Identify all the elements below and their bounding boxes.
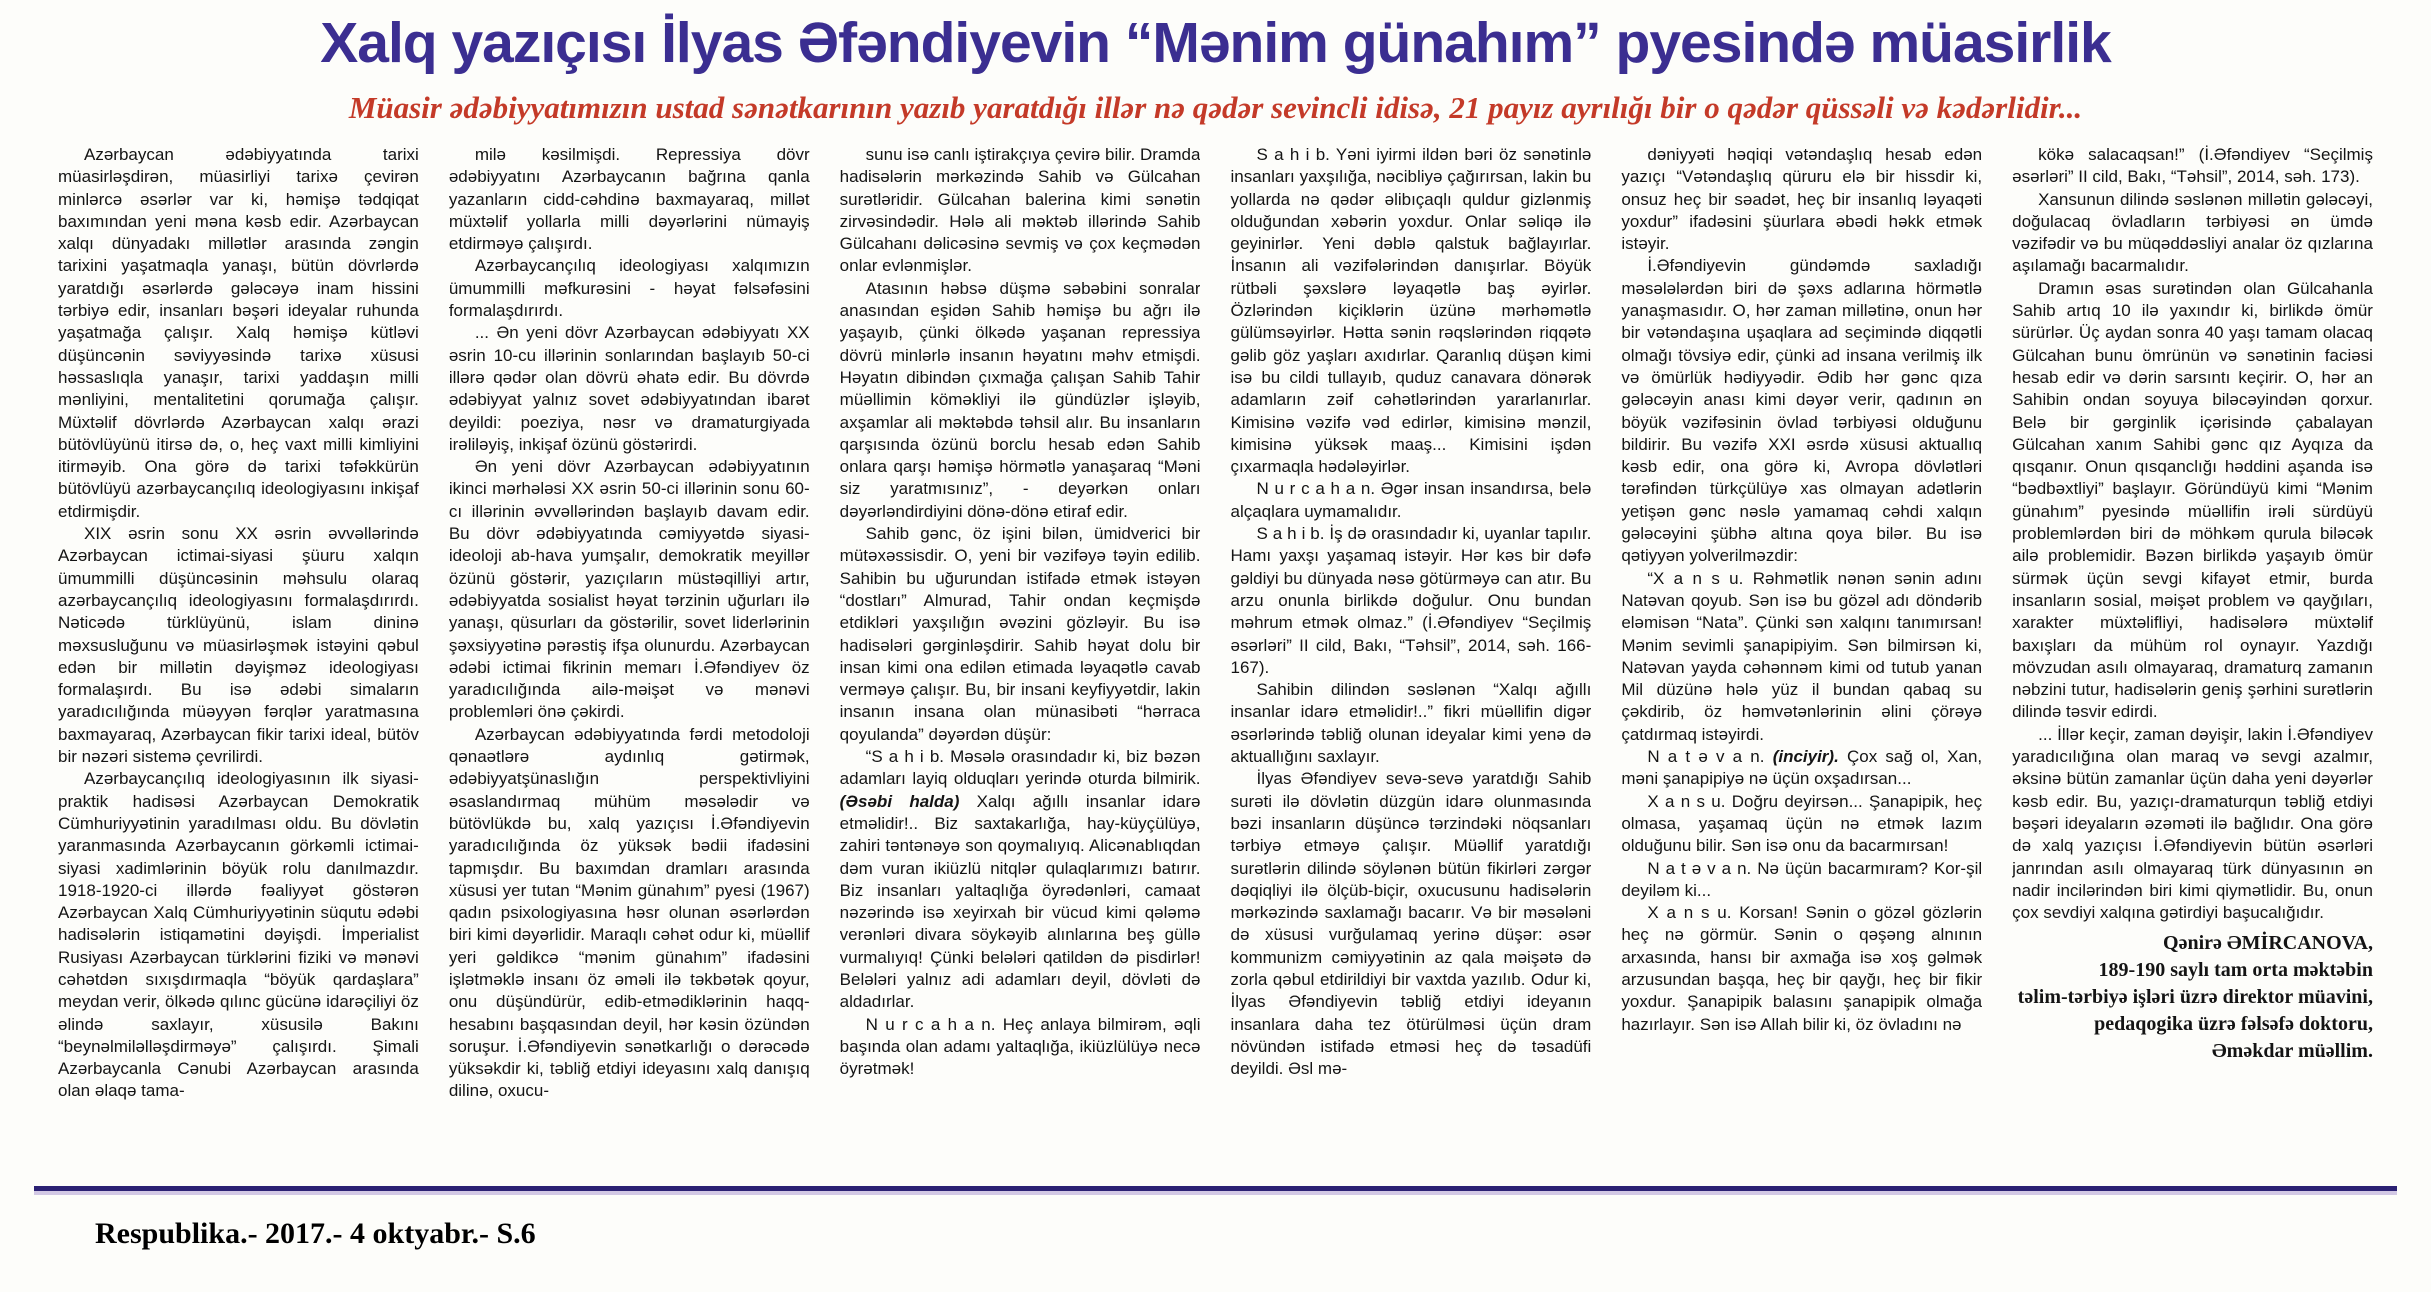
paragraph: ... İllər keçir, zaman dəyişir, lakin İ.Əfəndiyev yaradıcılığına olan maraq və sevgi azalmır, əksinə bütün zamanlar üçün daha yeni dəyərlər kəsb edir. Bu, yazıçı-dramaturqun təbliğ etdiyi bəşəri ideyaların əzəməti ilə bağlıdır. Ona görə də xalq yazıçısı İ.Əfəndiyevin bütün əsərləri janrından asılı olmayaraq türk dünyasının ən nadir incilərindən biri kimi qiymətlidir. Bu, onun çox sevdiyi xalqına gətirdiyi başucalığıdır. [2012, 724, 2373, 923]
article-column-3 [840, 144, 1201, 1176]
paragraph: Sahibin dilindən səslənən “Xalqı ağıllı insanlar idarə etməlidir!..” fikri müəllifin digər əsərlərində təbliğ olunan ideyalar kimi yenə də aktuallığını saxlayır. [1230, 680, 1592, 767]
paragraph: Ən yeni dövr Azərbaycan ədəbiyyatının ikinci mərhələsi XX əsrin 50-ci illərinin sonu 60-cı illərinin əvvəllərindən başlayıb davam edir. Bu dövr ədəbiyyatında cəmiyyətdə siyasi-ideoloji ab-hava yumşalır, demokratik meyillər özünü göstərir, yazıçıların müstəqilliyi artır, ədəbiyyatda sosialist həyat tərzinin uğurları ilə yanaşı, qüsurları da göstərilir, sovet liderlərinin şəxsiyyətinə pərəstiş ifşa olunurdu. Azərbaycan ədəbi ictimai fikrinin memarı İ.Əfəndiyev öz yaradıcılığında ailə-məişət və mənəvi problemləri önə çəkirdi. [448, 457, 810, 722]
paragraph: Atasının həbsə düşmə səbəbini sonralar anasından eşidən Sahib həmişə bu ağrı ilə yaşayıb, çünki ölkədə yaşanan repressiya dövrü minlərlə insanın həyatını məhv etmişdi. Həyatın dibindən çıxmağa çalışan Sahib Tahir müəllimin köməkliyi ilə gündüzlər işləyib, axşamlar ali məktəbdə təhsil alır. Bu insanların qarşısında özünü borclu hesab edən Sahib onlara qarşı həmişə hörmətlə yanaşaraq “Məni siz yaratmısınız”, - deyərkən onları dəyərləndirdiyini dönə-dönə etiraf edir. [839, 278, 1201, 521]
paragraph: S a h i b. İş də orasındadır ki, uyanlar tapılır. Hamı yaxşı yaşamaq istəyir. Hər kəs bir dəfə gəldiyi bu dünyada nəsə götürməyə can atır. Bu arzu onunla birlikdə doğulur. Onu bundan məhrum etmək olmaz.” (İ.Əfəndiyev “Seçilmiş əsərləri” II cild, Bakı, “Təhsil”, 2014, səh. 166-167). [1230, 524, 1592, 677]
paragraph: Azərbaycançılıq ideologiyası xalqımızın ümummilli məfkurəsini - həyat fəlsəfəsini formalaşdırırdı. [448, 256, 810, 321]
paragraph: Azərbaycan ədəbiyyatında fərdi metodoloji qənaətlərə aydınlıq gətirmək, ədəbiyyatşünaslığın perspektivliyini əsaslandırmaq mühüm məsələdir və bütövlükdə bu, xalq yazıçısı İ.Əfəndiyevin yaradıcılığında öz yüksək bədii ifadəsini tapmışdır. Bu baxımdan dramları arasında xüsusi yer tutan “Mənim günahım” pyesi (1967) qadın psixologiyasına həsr olunan əsərlərdən biri kimi dəyərlidir. Maraqlı cəhət odur ki, müəllif yeri gəldikcə “mənim günahım” ifadəsini işlətməklə insanı öz əməli ilə təkbətək qoyur, onu düşündürür, edib-etmədiklərinin haqq-hesabını başqasından deyil, hər kəsin özündən soruşur. İ.Əfəndiyevin sənətkarlığı o dərəcədə yüksəkdir ki, təbliğ etdiyi ideyasını xalq danışıq dilinə, oxucu- [448, 724, 810, 1101]
article-column-1 [58, 144, 419, 1176]
paragraph: dəniyyəti həqiqi vətəndaşlıq hesab edən yazıçı “Vətəndaşlıq qüruru elə bir hissdir ki, onsuz heç bir səadət, heç bir insanlıq ləyaqəti yoxdur” ifadəsini şüurlara əbədi həkk etmək istəyir. [1621, 145, 1983, 254]
paragraph: “S a h i b. Məsələ orasındadır ki, biz bəzən adamları layiq olduqları yerində oturda bilmirik. (Əsəbi halda) Xalqı ağıllı insanlar idarə etməlidir!.. Biz saxtakarlığa, hay-küyçülüyə, zahiri təntənəyə son qoymalıyıq. Alicənablıqdan dəm vuran ikiüzlü nitqlər qulaqlarımızı batırır. Biz insanları yaltaqlığa öyrədənləri, camaat nəzərində isə xeyirxah bir vücud kimi qələmə verənləri divara söykəyib alınlarına beş güllə vurmalıyıq! Çünki belələri qatildən də pisdirlər! Belələri yalnız adi adamları deyil, dövləti də aldadırlar. [839, 747, 1201, 1012]
page-title: Xalq yazıçısı İlyas Əfəndiyevin “Mənim günahım” pyesində müasirlik [320, 11, 2111, 75]
paragraph: Azərbaycançılıq ideologiyasının ilk siyasi-praktik hadisəsi Azərbaycan Demokratik Cümhuriyyətinin yaradılması oldu. Bu dövlətin yaranmasında Azərbaycanın görkəmli ictimai-siyasi xadimlərinin böyük rolu danılmazdır. 1918-1920-ci illərdə fəaliyyət göstərən Azərbaycan Xalq Cümhuriyyətinin süqutu ədəbi hadisələrin istiqamətini dəyişdi. İmperialist Rusiyası Azərbaycan türklərini fiziki və mənəvi cəhətdən sıxışdırmaqla “böyük qardaşlara” meydan verir, ölkədə qılınc gücünə idarəçiliyi öz əlində saxlayır, xüsusilə Bakını “beynəlmiləlləşdirməyə” çalışırdı. Şimali Azərbaycanla Cənubi Azərbaycan arasında olan əlaqə tama- [58, 769, 419, 1101]
paragraph: İ.Əfəndiyevin gündəmdə saxladığı məsələlərdən biri də şəxs adlarına hörmətlə yanaşmasıdır. O, hər zaman millətinə, onun hər bir vətəndaşına uşaqlara ad seçimində diqqətli olmağı tövsiyə edir, çünki ad insana verilmiş ilk və ömürlük hədiyyədir. Ədib hər gənc qıza gələcəyin anası kimi dəyər verir, qadının ən böyük vəzifəsinin övlad tərbiyəsi olduğunu bildirir. Bu vəzifə XXI əsrdə xüsusi aktuallıq kəsb edir, ona görə ki, Avropa dövlətləri tərəfindən türkçülüyə xas olmayan adətlərin yetişən gənc nəslə yamamaq cəhdi xalqın gələcəyini şübhə altına qoya bilər. Bu isə qətiyyən yolverilməzdir: [1621, 256, 1983, 566]
paragraph: ... Ən yeni dövr Azərbaycan ədəbiyyatı XX əsrin 10-cu illərinin sonlarından başlayıb 50-ci illərə qədər olan dövrü əhatə edir. Bu dövrdə ədəbiyyat yalnız sovet ədəbiyyatından ibarət deyildi: poeziya, nəsr və dramaturgiyada irəliləyiş, inkişaf özünü göstərirdi. [448, 323, 810, 454]
signature-line: Əməkdar müəllim. [2211, 1040, 2373, 1063]
paragraph: Xansunun dilində səslənən millətin gələcəyi, doğulacaq övladların tərbiyəsi ən ümdə vəzifədir və bu müqəddəsliyi analar öz qızlarına aşılamağı bacarmalıdır. [2012, 189, 2373, 276]
paragraph: X a n s u. Doğru deyirsən... Şanapipik, heç olmasa, yaşamaq üçün nə etmək lazım olduğunu bilir. Sən isə onu da bacarmırsan! [1621, 791, 1983, 856]
signature-line: pedaqogika üzrə fəlsəfə doktoru, [2094, 1013, 2373, 1036]
paragraph: N u r c a h a n. Heç anlaya bilmirəm, əqli başında olan adamı yaltaqlığa, ikiüzlülüyə necə öyrətmək! [839, 1014, 1201, 1079]
source-citation: Respublika.- 2017.- 4 oktyabr.- S.6 [95, 1217, 536, 1250]
paragraph: Dramın əsas surətindən olan Gülcahanla Sahib artıq 10 ilə yaxındır ki, birlikdə ömür sürürlər. Üç aydan sonra 40 yaşı tamam olacaq Gülcahan bunu ömrünün və sənətinin faciəsi hesab edir və dərin sarsıntı keçirir. O, hər an Sahibin ondan soyuya biləcəyindən qorxur. Belə bir gərginlik içərisində çabalayan Gülcahan xanım Sahibi gənc qız Ayqıza da qısqanır. Onun qısqanclığı həddini aşanda isə “bədbəxtliyi” başlayır. Göründüyü kimi “Mənim günahım” pyesində müəllifin irəli sürdüyü problemlərdən biri də möhkəm qurula biləcək ailə problemidir. Bəzən birlikdə yaşayıb ömür sürmək üçün sevgi kifayət etmir, burda insanların sosial, məişət problem və qayğıları, xarakter müxtəlifliyi, hadisələrə müxtəlif baxışları da mühüm rol oynayır. Yazdığı mövzudan asılı olmayaraq, dramaturq zamanın nəbzini tutur, hadisələrin geniş şərhini surətlərin dilində təsvir edirdi. [2012, 278, 2373, 722]
article-columns [0, 144, 2431, 1176]
stage-direction: (Əsəbi halda) [839, 791, 960, 811]
article-column-4 [1230, 144, 1591, 1176]
paragraph: N u r c a h a n. Əgər insan insandırsa, belə alçaqlara uymamalıdır. [1230, 479, 1592, 521]
paragraph: milə kəsilmişdi. Repressiya dövr ədəbiyyatını Azərbaycanın bağrına qanla yazanların cidd-cəhdinə baxmayaraq, millət müxtəlif yollarla milli dəyərlərini nümayiş etdirməyə çalışırdı. [448, 145, 810, 254]
paragraph: X a n s u. Korsan! Sənin o gözəl gözlərin heç nə görmür. Sənin o qəşəng alnının arxasında, hansı bir axmağa isə xoş gəlmək arzusundan başqa, heç bir qayğı, heç bir fikir yoxdur. Şanapipik balasını şanapipik olmağa hazırlayır. Sən isə Allah bilir ki, öz övladını nə [1621, 903, 1983, 1034]
signature-line: Qənirə ƏMİRCANOVA, [2163, 932, 2373, 955]
paragraph: N a t ə v a n. Nə üçün bacarmıram? Kor-şil deyiləm ki... [1621, 858, 1983, 900]
signature-line: təlim-tərbiyə işləri üzrə direktor müavini, [2017, 986, 2373, 1009]
paragraph: Sahib gənc, öz işini bilən, ümidverici bir mütəxəssisdir. O, yeni bir vəzifəyə təyin edilib. Sahibin bu uğurundan istifadə etmək istəyən “dostları” Almurad, Tahir ondan keçmişdə etdikləri yaxşılığın əvəzini gözləyir. Bu isə hadisələri gərginləşdirir. Sahib həyat dolu bir insan kimi ona edilən etimada ləyaqətlə cavab verməyə çalışır. Bu, bir insani keyfiyyətdir, lakin insanın insana olan münasibəti “hərraca qoyulanda” dəyərdən düşür: [839, 524, 1201, 744]
page-subtitle: Müasir ədəbiyyatımızın ustad sənətkarının yazıb yaratdığı illər nə qədər sevincli idisə, 21 payız ayrılığı bir o qədər qüssəli və kədərlidir... [348, 90, 2083, 125]
paragraph: sunu isə canlı iştirakçıya çevirə bilir. Dramda hadisələrin mərkəzində Sahib və Gülcahan surətləridir. Gülcahan balerina kimi sənətin zirvəsindədir. Hələ ali məktəb illərində Sahib Gülcahanı dəlicəsinə sevmiş və çox keçmədən onlar evlənmişlər. [839, 145, 1201, 276]
bottom-separator-rule [34, 1186, 2397, 1191]
paragraph: “X a n s u. Rəhmətlik nənən sənin adını Natəvan qoyub. Sən isə bu gözəl adı döndərib eləmisən “Nata”. Çünki sən xalqını tanımırsan! Mənim sevimli şanapipiyim. Sən bilmirsən ki, Natəvan yayda cəhənnəm kimi od tutub yanan Mil düzünə hələ yüz il bundan qabaq su çəkdirib, öz həmvətənlərinin əlini çörəyə çatdırmaq istəyirdi. [1621, 568, 1983, 744]
article-column-6 [2012, 144, 2373, 1176]
author-signature [2012, 930, 2373, 1065]
article-column-2 [449, 144, 810, 1176]
paragraph: kökə salacaqsan!” (İ.Əfəndiyev “Seçilmiş əsərləri” II cild, Bakı, “Təhsil”, 2014, səh. 173). [2012, 145, 2373, 187]
paragraph: N a t ə v a n. (inciyir). Çox sağ ol, Xan, məni şanapipiyə nə üçün oxşadırsan... [1621, 747, 1983, 789]
stage-direction: (inciyir). [1772, 747, 1839, 767]
paragraph: Azərbaycan ədəbiyyatında tarixi müasirləşdirən, müasirliyi tarixə çevirən minlərcə əsərlər var ki, həmişə tədqiqat baxımından yeni məna kəsb edir. Azərbaycan xalqı dünyadakı millətlər arasında zəngin tarixini yaşatmaqla yanaşı, bütün dövrlərdə yaratdığı əsərlərdə gələcəyə inam hissini tərbiyə edir, insanları bəşəri ideyalar ruhunda yaşatmağa çalışır. Xalq həmişə kütləvi düşüncənin səviyyəsində tarixə xüsusi həssaslıqla yanaşır, tarixi yaddaşın milli mənliyini, mentalitetini qorumağa çalışır. Müxtəlif dövrlərdə Azərbaycan xalqı ərazi bütövlüyünü itirsə də, o, heç vaxt milli kimliyini itirməyib. Ona görə də tarixi təfəkkürün bütövlüyü azərbaycançılıq ideologiyasını inkişaf etdirmişdir. [58, 145, 419, 521]
article-column-5 [1621, 144, 1982, 1176]
paragraph: S a h i b. Yəni iyirmi ildən bəri öz sənətinlə insanları yaxşılığa, nəcibliyə çağırırsan, lakin bu yollarda nə qədər əlibıçaqlı quldur gizlənmiş olduğundan xəbərin yoxdur. Onlar səliqə ilə geyinirlər. Yeni dəblə qalstuk bağlayırlar. İnsanın ali vəzifələrindən danışırlar. Böyük rütbəli şəxslərə ləyaqətlə baş əyirlər. Özlərindən kiçiklərin üzünə mərhəmətlə gülümsəyirlər. Hətta sənin rəqslərindən riqqətə gəlib göz yaşları axıdırlar. Qaranlıq düşən kimi isə bu cildi tullayıb, quduz canavara dönərək adamların zəif cəhətlərindən yararlanırlar. Kimisinə vəzifə vəd edirlər, kimisinə mənzil, kimisinə yüksək maaş... Kimisini işdən çıxarmaqla hədələyirlər. [1230, 145, 1592, 477]
paragraph: XIX əsrin sonu XX əsrin əvvəllərində Azərbaycan ictimai-siyasi şüuru xalqın ümummilli düşüncəsinin məhsulu olaraq azərbaycançılıq ideologiyasını formalaşdırırdı. Nəticədə türklüyünü, islam dininə məxsusluğunu və müasirləşmək istəyini qəbul edən bir millətin dəyişməz ideologiyası formalaşırdı. Bu isə ədəbi simaların yaradıcılığında müəyyən fərqlər yaratmasına baxmayaraq, Azərbaycan fikir tarixi ideal, bütöv bir nəzəri sistemə çevrilirdi. [58, 524, 419, 767]
signature-line: 189-190 saylı tam orta məktəbin [2098, 959, 2373, 982]
paragraph: İlyas Əfəndiyev sevə-sevə yaratdığı Sahib surəti ilə dövlətin düzgün idarə olunmasında bəzi insanların düşüncə tərzindəki nöqsanları tərbiyə etməyə çalışır. Müəllif yaratdığı surətlərin dilində söylənən bütün fikirləri zərgər dəqiqliyi ilə ölçüb-biçir, oxucusunu hadisələrin mərkəzində saxlamağı bacarır. Və bir məsələni də xüsusi vurğulamaq yerinə düşər: əsər kommunizm cəmiyyətinin az qala məişətə də zorla qəbul etdirildiyi bir vaxtda yazılıb. Odur ki, İlyas Əfəndiyevin təbliğ etdiyi ideyanın insanlara daha tez ötürülməsi üçün dram növündən istifadə etməsi heç də təsadüfi deyildi. Əsl mə- [1230, 769, 1592, 1079]
